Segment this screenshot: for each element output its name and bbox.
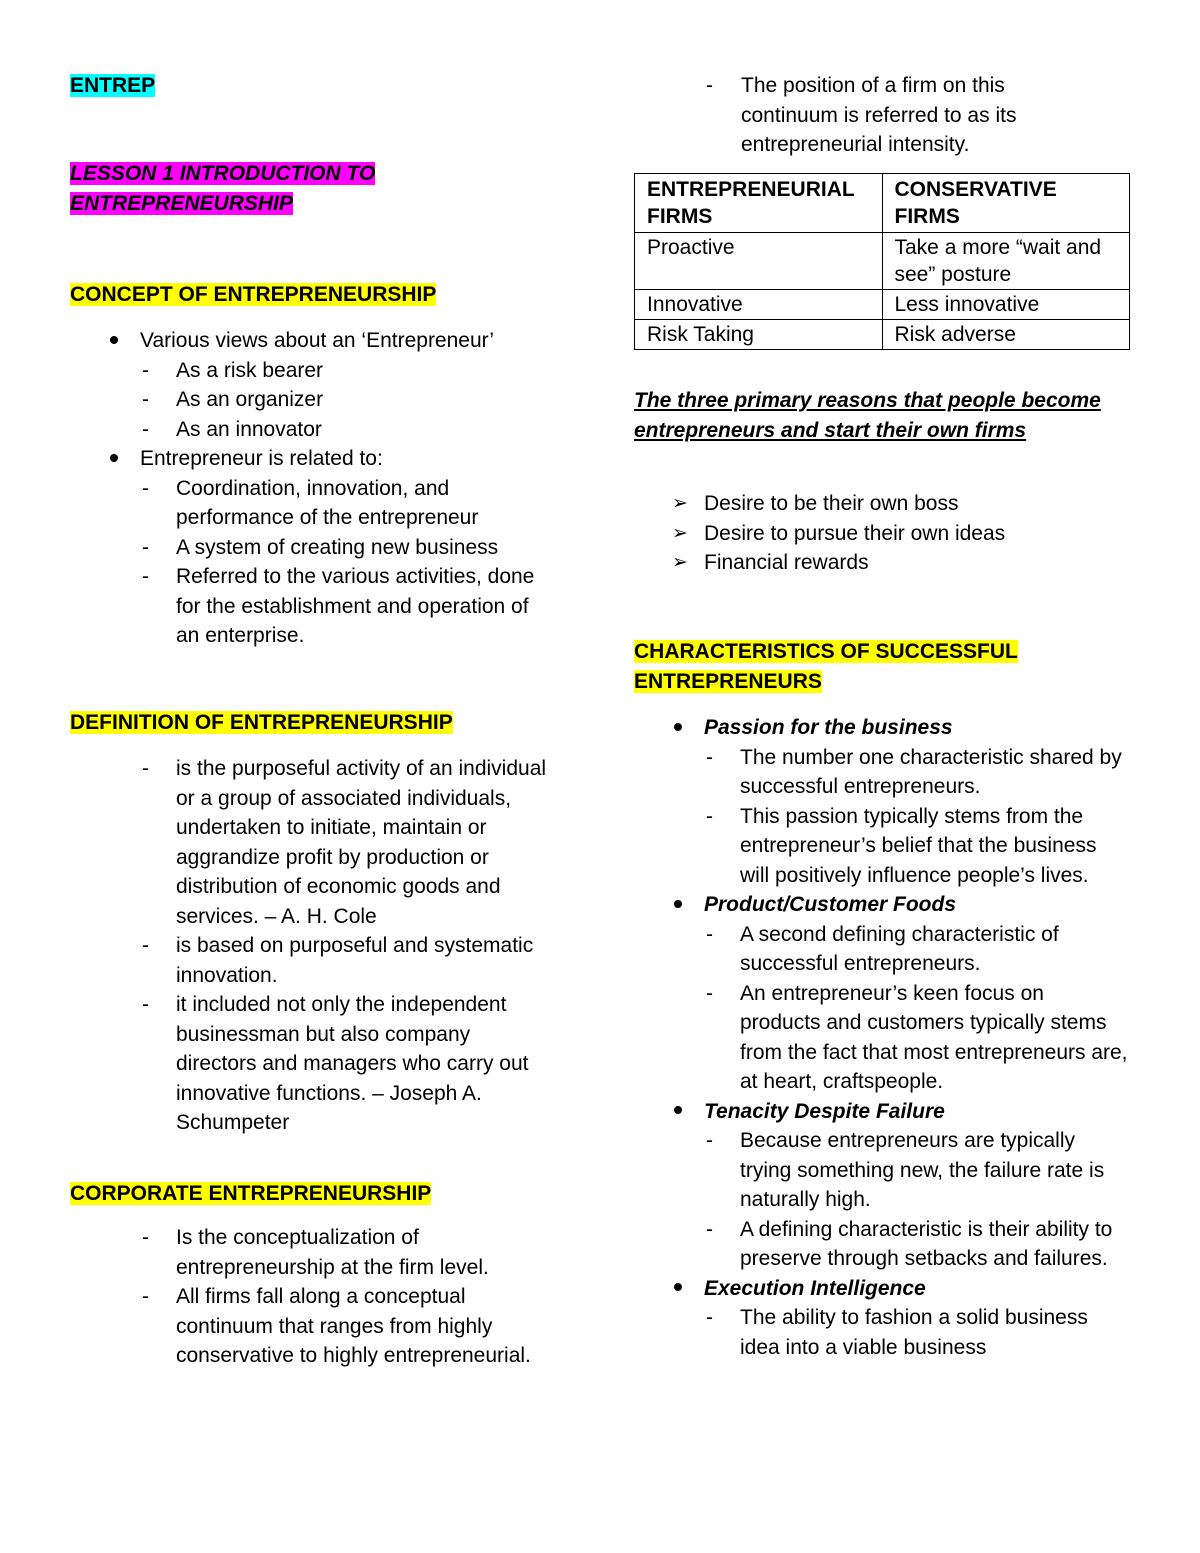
list-item: - This passion typically stems from the entrepreneur’s belief that the business will positively influence people’s lives. bbox=[706, 804, 1097, 887]
list-item: - Coordination, innovation, and performance of the entrepreneur bbox=[142, 476, 479, 529]
table-header-row bbox=[635, 174, 1130, 233]
table-cell: Less innovative bbox=[882, 290, 1130, 320]
list-item: Passion for the business bbox=[634, 713, 1128, 743]
table-header: CONSERVATIVE FIRMS bbox=[882, 174, 1130, 233]
list-item: - A defining characteristic is their ability to preserve through setbacks and failures. bbox=[706, 1217, 1113, 1270]
list-item: - An entrepreneur’s keen focus on products and customers typically stems from the fact that most entrepreneurs are, at heart, craftspeople. bbox=[706, 981, 1128, 1093]
table-row bbox=[635, 320, 1130, 350]
definition-list bbox=[70, 754, 556, 1138]
list-item: - Because entrepreneurs are typically trying something new, the failure rate is naturally high. bbox=[706, 1129, 1105, 1211]
list-item: - it included not only the independent businessman but also company directors and managers who carry out innovative functions. – Joseph A. Schumpeter bbox=[142, 993, 529, 1134]
arrow-bullet-icon: ➢ bbox=[672, 522, 688, 544]
list-item: - A system of creating new business bbox=[142, 535, 499, 559]
table-cell: Risk adverse bbox=[882, 320, 1130, 350]
list-item: - As an innovator bbox=[142, 417, 322, 441]
firms-comparison-table bbox=[634, 173, 1130, 350]
list-item: - The ability to fashion a solid business idea into a viable business bbox=[706, 1306, 1088, 1359]
table-cell: Proactive bbox=[635, 233, 883, 290]
table-cell: Take a more “wait and see” posture bbox=[882, 233, 1130, 290]
list-item: Tenacity Despite Failure bbox=[634, 1097, 1128, 1127]
list-item: ➢ Desire to be their own boss bbox=[634, 489, 1114, 519]
list-item: Execution Intelligence bbox=[634, 1274, 1128, 1304]
concept-heading: CONCEPT OF ENTREPRENEURSHIP bbox=[70, 283, 437, 306]
lesson-title: LESSON 1 INTRODUCTION TO ENTREPRENEURSHIP bbox=[70, 162, 376, 215]
concept-list bbox=[70, 326, 550, 651]
definition-heading: DEFINITION OF ENTREPRENEURSHIP bbox=[70, 711, 453, 734]
list-item: - The position of a firm on this continuum is referred to as its entrepreneurial intensity. bbox=[706, 74, 1017, 156]
table-row bbox=[635, 233, 1130, 290]
reasons-list bbox=[634, 489, 1114, 578]
list-item: - is the purposeful activity of an individual or a group of associated individuals, undertaken to initiate, maintain or aggrandize profit by production or distribution of economic goods and services. – A. H. Cole bbox=[142, 757, 547, 928]
list-item: ➢ Desire to pursue their own ideas bbox=[634, 519, 1114, 549]
table-cell: Innovative bbox=[635, 290, 883, 320]
list-item: ➢ Financial rewards bbox=[634, 548, 1114, 578]
doc-title: ENTREP bbox=[70, 74, 156, 97]
arrow-bullet-icon: ➢ bbox=[672, 552, 688, 573]
list-item: - Is the conceptualization of entrepreneurship at the firm level. bbox=[142, 1226, 489, 1279]
characteristics-list bbox=[634, 713, 1128, 1362]
reasons-heading: The three primary reasons that people become entrepreneurs and start their own firms bbox=[634, 389, 1101, 442]
list-item: - Referred to the various activities, done for the establishment and operation of an enterprise. bbox=[142, 565, 535, 647]
table-cell: Risk Taking bbox=[635, 320, 883, 350]
arrow-bullet-icon: ➢ bbox=[672, 493, 688, 514]
list-item: - The number one characteristic shared by successful entrepreneurs. bbox=[706, 745, 1122, 798]
list-item: - is based on purposeful and systematic innovation. bbox=[142, 934, 534, 987]
list-item: - A second defining characteristic of successful entrepreneurs. bbox=[706, 922, 1059, 975]
list-item: - All firms fall along a conceptual continuum that ranges from highly conservative to highly entrepreneurial. bbox=[142, 1285, 531, 1367]
list-item: - As a risk bearer bbox=[142, 358, 324, 382]
list-item: - As an organizer bbox=[142, 388, 324, 411]
table-header: ENTREPRENEURIAL FIRMS bbox=[635, 174, 883, 233]
corporate-list bbox=[70, 1223, 550, 1371]
characteristics-heading: CHARACTERISTICS OF SUCCESSFUL ENTREPRENEURS bbox=[634, 640, 1018, 693]
corporate-heading: CORPORATE ENTREPRENEURSHIP bbox=[70, 1182, 432, 1205]
list-item: Various views about an ‘Entrepreneur’ bbox=[70, 326, 550, 356]
table-row bbox=[635, 290, 1130, 320]
corporate-list-continued bbox=[634, 71, 1054, 160]
list-item: Product/Customer Foods bbox=[634, 890, 1128, 920]
list-item: Entrepreneur is related to: bbox=[70, 444, 550, 474]
